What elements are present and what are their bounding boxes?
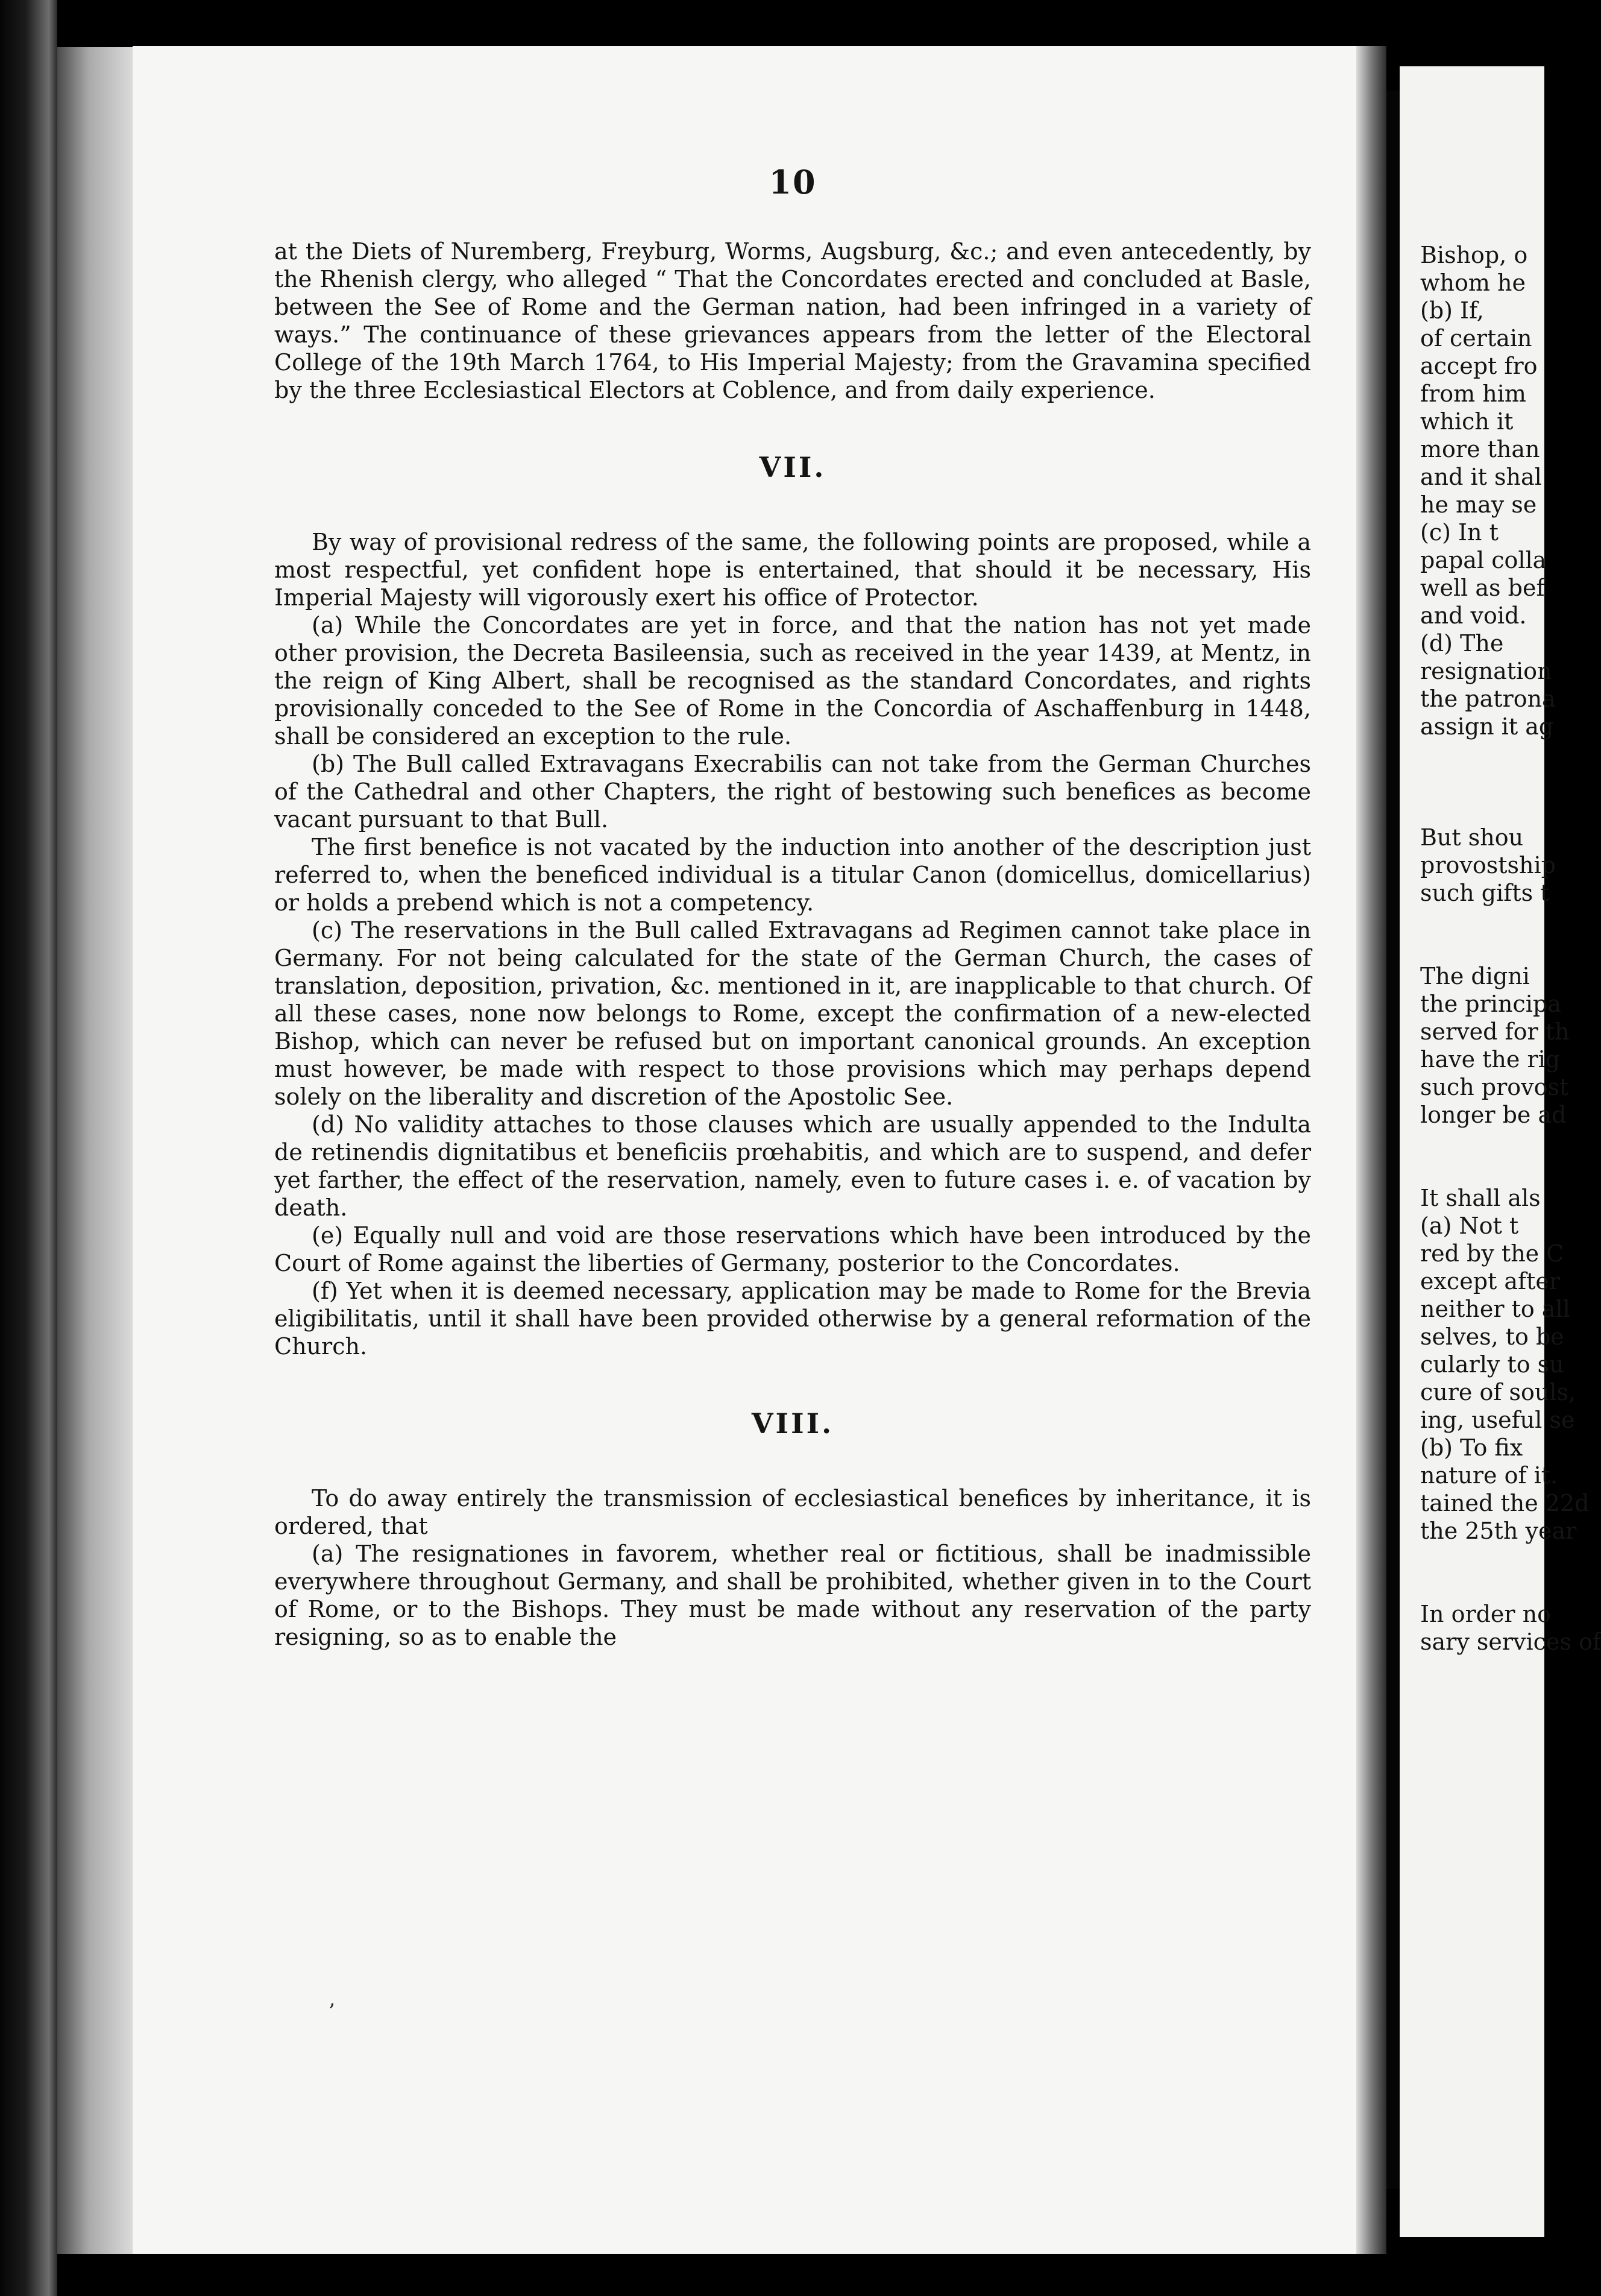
section-heading-vii: VII. xyxy=(759,451,826,484)
paragraph-vii-e: (e) Equally null and void are those reservations which have been introduced by the Court of Rome against the liberties of Germany, posterior to the Concordates. xyxy=(274,1222,1311,1276)
facing-page-line: the 25th year xyxy=(1420,1518,1577,1544)
facing-page-gap xyxy=(1400,907,1601,935)
facing-page-gap xyxy=(1400,740,1601,768)
facing-page-line: (a) Not t xyxy=(1420,1213,1519,1239)
facing-page-line: neither to all xyxy=(1420,1296,1570,1322)
facing-page-line: It shall als xyxy=(1420,1185,1541,1211)
facing-page-line: served for th xyxy=(1420,1018,1570,1045)
facing-page-line: In order no xyxy=(1420,1601,1552,1627)
page-curl-shadow xyxy=(57,47,136,2254)
paragraph-vii-b-continued: The first benefice is not vacated by the induction into another of the description just referred to, when the beneficed individual is a titular Canon (domicellus, domicellarius) or holds a prebend which is not a competency. xyxy=(274,834,1311,916)
paragraph-vii-b: (b) The Bull called Extravagans Execrabilis can not take from the German Churches of the Cathedral and other Chapters, the right of bestowing such benefices as become vacant pursuant to that Bull. xyxy=(274,751,1311,833)
facing-page-line: sary services of xyxy=(1420,1629,1601,1655)
facing-page-line: selves, to be xyxy=(1420,1323,1564,1350)
paragraph-vii-d: (d) No validity attaches to those clauses which are usually appended to the Indulta de retinendis dignitatibus et beneficiis prœhabitis, and which are to suspend, and defer yet farther, the effect of the reservation, namely, even to future cases i. e. of vacation by death. xyxy=(274,1111,1311,1221)
facing-page-line: and void. xyxy=(1420,602,1527,629)
facing-page-line: cure of souls, xyxy=(1420,1379,1576,1405)
facing-page-gap xyxy=(1400,768,1601,796)
facing-page-line: such provost xyxy=(1420,1074,1569,1100)
facing-page-gap xyxy=(1400,1545,1601,1572)
facing-page-line: such gifts t xyxy=(1420,880,1550,906)
facing-page-line: from him xyxy=(1420,380,1526,407)
facing-page-line: which it xyxy=(1420,408,1514,435)
book-gutter xyxy=(1356,46,1386,2254)
facing-page-line: the principa xyxy=(1420,991,1561,1017)
facing-page-line: But shou xyxy=(1420,824,1524,851)
facing-page-line: more than xyxy=(1420,436,1540,462)
facing-page-line: tained the 22d xyxy=(1420,1490,1590,1516)
stray-ink-mark: ’ xyxy=(329,1999,335,2023)
facing-page-gap xyxy=(1400,935,1601,962)
page-number: 10 xyxy=(769,163,817,201)
section-heading-viii: VIII. xyxy=(751,1407,834,1440)
facing-page xyxy=(1400,66,1601,2237)
paragraph-viii-a: (a) The resignationes in favorem, whether real or fictitious, shall be inadmissible everywhere throughout Germany, and shall be prohibited, whether given in to the Court of Rome, or to the Bishops. They must be made without any reservation of the party resigning, so as to enable the xyxy=(274,1541,1311,1650)
facing-page-line: and it shal xyxy=(1420,464,1542,490)
facing-page-line: red by the C xyxy=(1420,1240,1564,1267)
facing-page-gap xyxy=(1400,1572,1601,1600)
page-text xyxy=(274,163,1311,1651)
facing-page-line: whom he xyxy=(1420,270,1526,296)
facing-page-line: (c) In t xyxy=(1420,519,1499,546)
facing-page-line: (b) To fix xyxy=(1420,1434,1523,1461)
paragraph-viii-intro: To do away entirely the transmission of ecclesiastical benefices by inheritance, it is ordered, that xyxy=(274,1485,1311,1539)
facing-page-line: accept fro xyxy=(1420,353,1538,379)
facing-page-line: Bishop, o xyxy=(1420,242,1528,268)
facing-page-line: nature of it. xyxy=(1420,1462,1558,1489)
facing-page-gap xyxy=(1400,796,1601,824)
facing-page-line: (b) If, xyxy=(1420,297,1484,324)
facing-page-line: he may se xyxy=(1420,491,1537,518)
facing-page-line: ing, useful se xyxy=(1420,1407,1575,1433)
facing-page-line: papal colla xyxy=(1420,547,1547,573)
facing-page-line: the patrona xyxy=(1420,686,1556,712)
facing-page-line: have the rig xyxy=(1420,1046,1561,1073)
facing-page-text xyxy=(1400,241,1601,1656)
facing-page-line: (d) The xyxy=(1420,630,1504,657)
facing-page-line: assign it ag xyxy=(1420,713,1554,740)
facing-page-line: longer be ad xyxy=(1420,1102,1567,1128)
facing-page-line: The digni xyxy=(1420,963,1530,989)
paragraph-intro: at the Diets of Nuremberg, Freyburg, Worms, Augsburg, &c.; and even antecedently, by the Rhenish clergy, who alleged “ That the Concordates erected and concluded at Basle, between the See of Rome and the German nation, had been infringed in a variety of ways.” The continuance of these grievances appears from the letter of the Electoral College of the 19th March 1764, to His Imperial Majesty; from the Gravamina specified by the three Ecclesiastical Electors at Coblence, and from daily experience. xyxy=(274,238,1311,403)
paragraph-vii-a: (a) While the Concordates are yet in force, and that the nation has not yet made other provision, the Decreta Basileensia, such as received in the year 1439, at Mentz, in the reign of King Albert, shall be recognised as the standard Concordates, and rights provisionally conceded to the See of Rome in the Concordia of Aschaffenburg in 1448, shall be considered an exception to the rule. xyxy=(274,612,1311,749)
paragraph-vii-c: (c) The reservations in the Bull called Extravagans ad Regimen cannot take place in Germany. For not being calculated for the state of the German Church, the cases of translation, deposition, privation, &c. mentioned in it, are inapplicable to that church. Of all these cases, none now belongs to Rome, except the confirmation of a new-elected Bishop, which can never be refused but on important canonical grounds. An exception must however, be made with respect to those provisions which may perhaps depend solely on the liberality and discretion of the Apostolic See. xyxy=(274,917,1311,1110)
facing-page-line: resignation xyxy=(1420,658,1552,684)
facing-page-gap xyxy=(1400,1129,1601,1156)
paragraph-vii-intro: By way of provisional redress of the same, the following points are proposed, while a most respectful, yet confident hope is entertained, that should it be necessary, His Imperial Majesty will vigorously exert his office of Protector. xyxy=(274,529,1311,611)
film-divider xyxy=(1386,90,1400,2189)
film-edge-left xyxy=(0,0,57,2296)
facing-page-gap xyxy=(1400,1156,1601,1184)
facing-page-line: provostship xyxy=(1420,852,1556,878)
facing-page-line: of certain xyxy=(1420,325,1532,352)
facing-page-line: well as bef xyxy=(1420,575,1545,601)
facing-page-line: except after xyxy=(1420,1268,1561,1295)
paragraph-vii-f: (f) Yet when it is deemed necessary, application may be made to Rome for the Brevia eligibilitatis, until it shall have been provided otherwise by a general reformation of the Church. xyxy=(274,1278,1311,1360)
facing-page-line: cularly to su xyxy=(1420,1351,1564,1378)
